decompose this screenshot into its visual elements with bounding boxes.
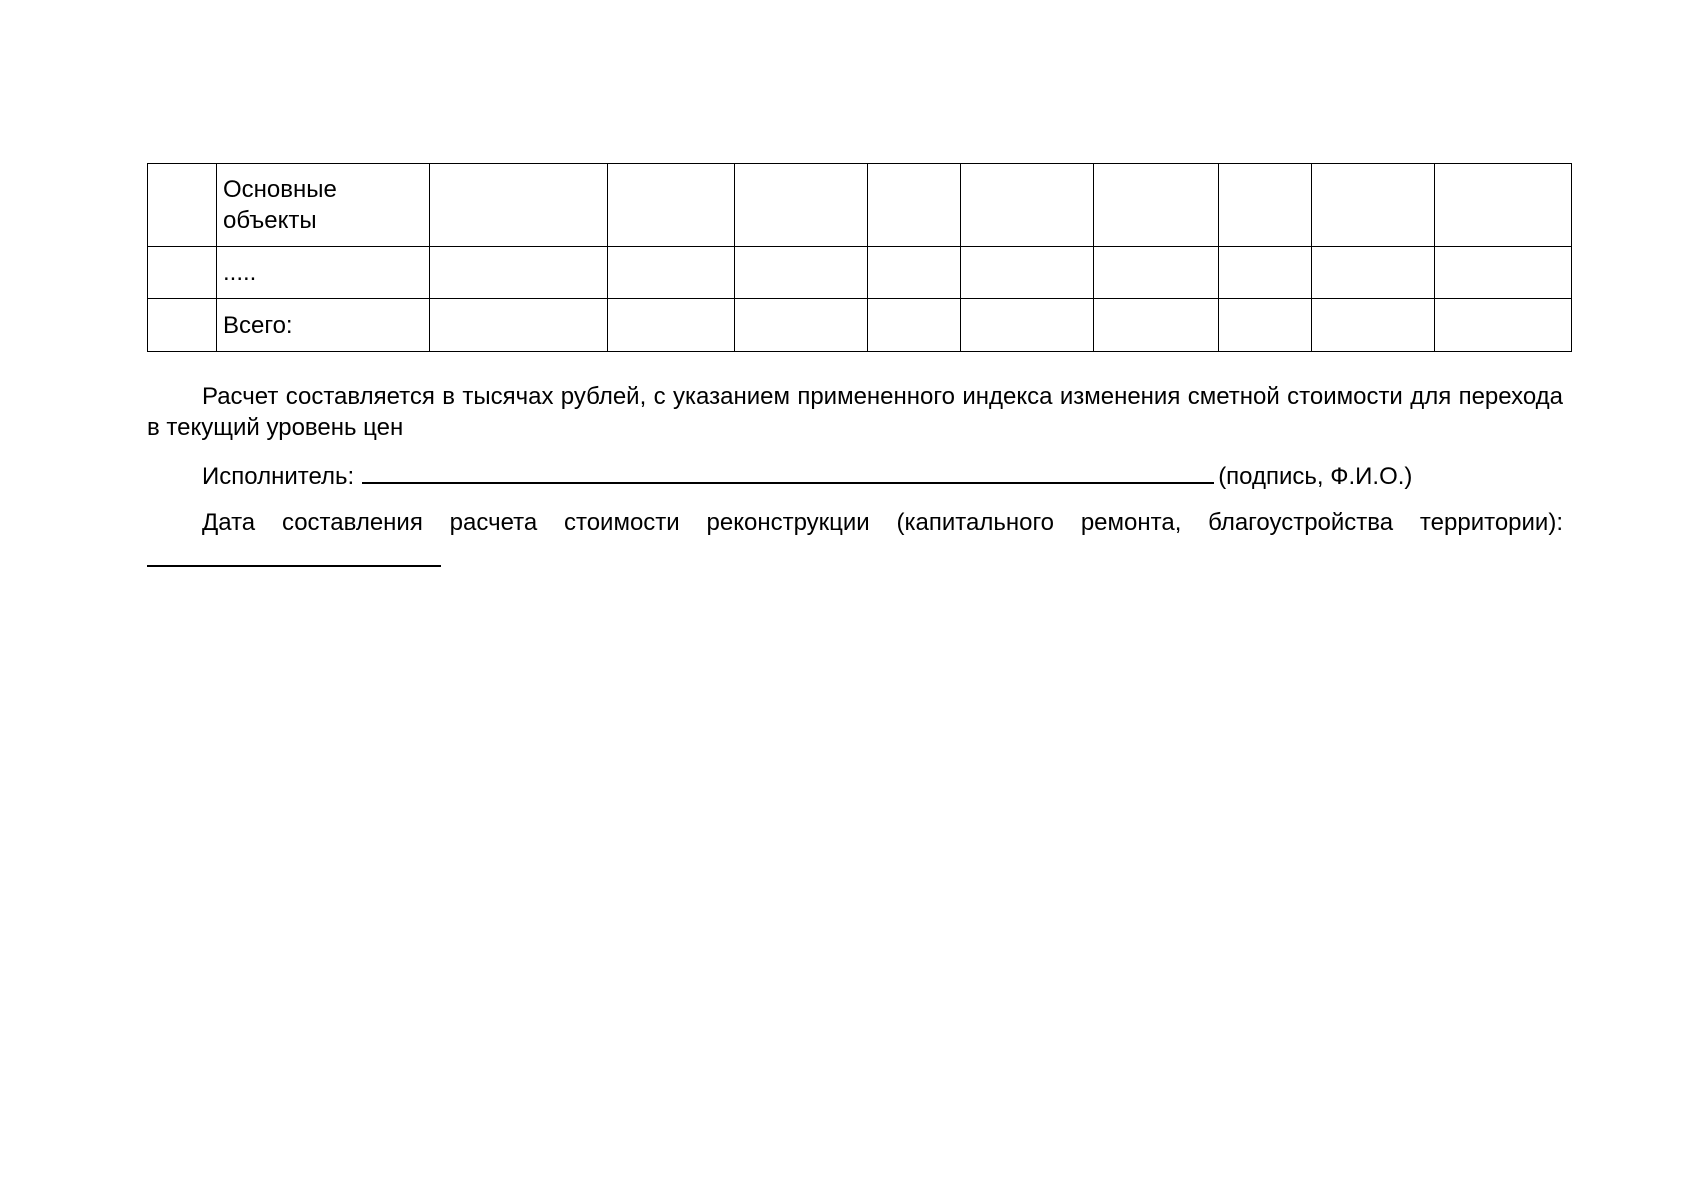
table-cell <box>430 164 608 247</box>
table-cell <box>961 247 1094 299</box>
table-cell <box>608 164 735 247</box>
date-paragraph: Дата составления расчета стоимости реконструкции (капитального ремонта, благоустройства территории): <box>202 509 1563 536</box>
cost-table <box>147 163 1572 352</box>
table-cell <box>1312 299 1435 352</box>
table-cell <box>148 164 217 247</box>
table-cell <box>1094 247 1219 299</box>
table-cell <box>1094 164 1219 247</box>
row-label: Основные объекты <box>217 164 430 247</box>
table-cell <box>1312 247 1435 299</box>
signature-field[interactable] <box>362 460 1214 484</box>
table-row <box>148 164 1572 247</box>
table-cell <box>1435 164 1572 247</box>
table-cell <box>961 164 1094 247</box>
table-row <box>148 247 1572 299</box>
table-cell <box>1219 164 1312 247</box>
table-cell <box>961 299 1094 352</box>
table-cell <box>1219 247 1312 299</box>
table-cell <box>868 299 961 352</box>
table-cell <box>868 164 961 247</box>
table-cell <box>1435 299 1572 352</box>
table-cell <box>430 299 608 352</box>
table-cell <box>608 247 735 299</box>
signature-hint: (подпись, Ф.И.О.) <box>1218 463 1413 490</box>
table-cell <box>1435 247 1572 299</box>
table-cell <box>868 247 961 299</box>
table-cell <box>608 299 735 352</box>
table-cell <box>735 247 868 299</box>
table-cell <box>1219 299 1312 352</box>
table-cell <box>148 247 217 299</box>
table-row <box>148 299 1572 352</box>
executor-label: Исполнитель: <box>202 463 355 490</box>
table-cell <box>1094 299 1219 352</box>
table-cell <box>148 299 217 352</box>
date-field[interactable] <box>147 565 441 567</box>
table-cell <box>1312 164 1435 247</box>
row-label: ..... <box>217 247 430 299</box>
table-cell <box>735 299 868 352</box>
table-cell <box>735 164 868 247</box>
row-label: Всего: <box>217 299 430 352</box>
calculation-note: Расчет составляется в тысячах рублей, с указанием примененного индекса изменения сметной стоимости для перехода в текущий уровень цен <box>147 383 1563 441</box>
table-cell <box>430 247 608 299</box>
signature-line <box>202 460 1563 492</box>
